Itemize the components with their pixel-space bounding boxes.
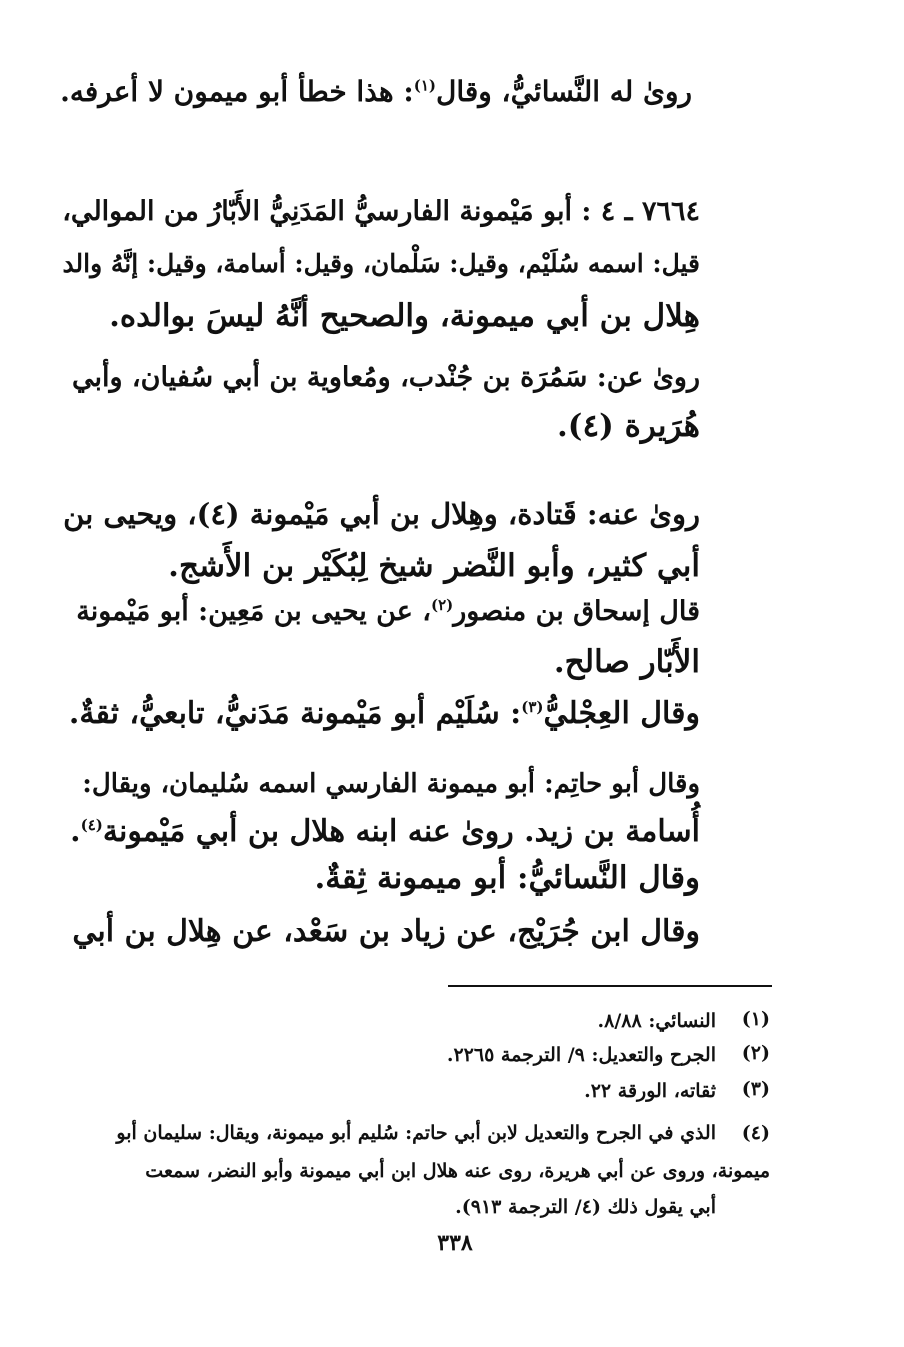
text-segment: ، عن يحيى بن مَعِين: أبو مَيْمونة xyxy=(76,596,431,627)
footnote-number: (٣) xyxy=(741,1078,770,1100)
text-segment: : سُلَيْم أبو مَيْمونة مَدَنيُّ، تابعيُّ، ثقةٌ. xyxy=(68,696,522,731)
footnote-ref: (٣) xyxy=(521,698,544,716)
body-line xyxy=(76,590,700,634)
footnote-ref: (١) xyxy=(413,76,437,95)
body-line: قيل: اسمه سُلَيْم، وقيل: سَلْمان، وقيل: أسامة، وقيل: إنَّهُ والد xyxy=(62,249,700,278)
footnote-separator xyxy=(448,985,772,987)
body-line xyxy=(69,692,700,736)
text-segment: أُسامة بن زيد. روىٰ عنه ابنه هلال بن أبي مَيْمونة xyxy=(102,814,700,849)
footnote-ref: (٢) xyxy=(430,596,454,614)
text-segment: روىٰ له النَّسائيُّ، وقال xyxy=(436,75,692,108)
page-number: ٣٣٨ xyxy=(437,1230,473,1256)
text-segment: : هذا خطأ أبو ميمون لا أعرفه. xyxy=(60,75,414,108)
body-line xyxy=(60,70,692,114)
body-line: أبي كثير، وأبو النَّضر شيخ لِبُكَيْر بن الأَشج. xyxy=(168,548,700,584)
footnote-text: النسائي: ٨/٨٨. xyxy=(597,1010,716,1032)
text-segment: قال إسحاق بن منصور xyxy=(453,596,700,627)
footnote-number: (١) xyxy=(741,1008,770,1030)
text-segment: . xyxy=(70,814,81,849)
text-segment: وقال العِجْليُّ xyxy=(543,696,700,731)
body-line xyxy=(70,810,700,854)
body-line: هِلال بن أبي ميمونة، والصحيح أنَّهُ ليسَ بوالده. xyxy=(109,298,700,334)
footnote-text: الجرح والتعديل: ٩/ الترجمة ٢٢٦٥. xyxy=(446,1044,716,1066)
body-line: وقال أبو حاتِم: أبو ميمونة الفارسي اسمه سُليمان، ويقال: xyxy=(82,769,700,799)
footnote-ref: (٤) xyxy=(80,816,103,834)
footnote-text: ثقاته، الورقة ٢٢. xyxy=(584,1080,716,1102)
footnote-number: (٤) xyxy=(741,1122,770,1144)
footnote-text: الذي في الجرح والتعديل لابن أبي حاتم: سُليم أبو ميمونة، ويقال: سليمان أبو xyxy=(116,1122,716,1144)
body-line: روىٰ عنه: قَتادة، وهِلال بن أبي مَيْمونة (٤)، ويحيى بن xyxy=(63,497,700,531)
footnote-text: ميمونة، وروى عن أبي هريرة، روى عنه هلال ابن أبي ميمونة وأبو النضر، سمعت xyxy=(145,1160,770,1182)
footnote-text: أبي يقول ذلك (٤/ الترجمة ٩١٣). xyxy=(455,1196,716,1218)
entry-heading-line: ٧٦٦٤ ـ ٤ : أبو مَيْمونة الفارسيُّ المَدَنِيُّ الأَبّارُ من الموالي، xyxy=(62,196,700,227)
body-line: الأَبّار صالح. xyxy=(553,644,700,680)
body-line: وقال النَّسائيُّ: أبو ميمونة ثِقةٌ. xyxy=(314,860,700,896)
body-line: هُرَيرة (٤). xyxy=(556,408,700,444)
body-line: روىٰ عن: سَمُرَة بن جُنْدب، ومُعاوية بن أبي سُفيان، وأبي xyxy=(71,362,700,393)
footnote-number: (٢) xyxy=(741,1042,770,1064)
body-line: وقال ابن جُرَيْج، عن زياد بن سَعْد، عن هِلال بن أبي xyxy=(72,914,700,949)
